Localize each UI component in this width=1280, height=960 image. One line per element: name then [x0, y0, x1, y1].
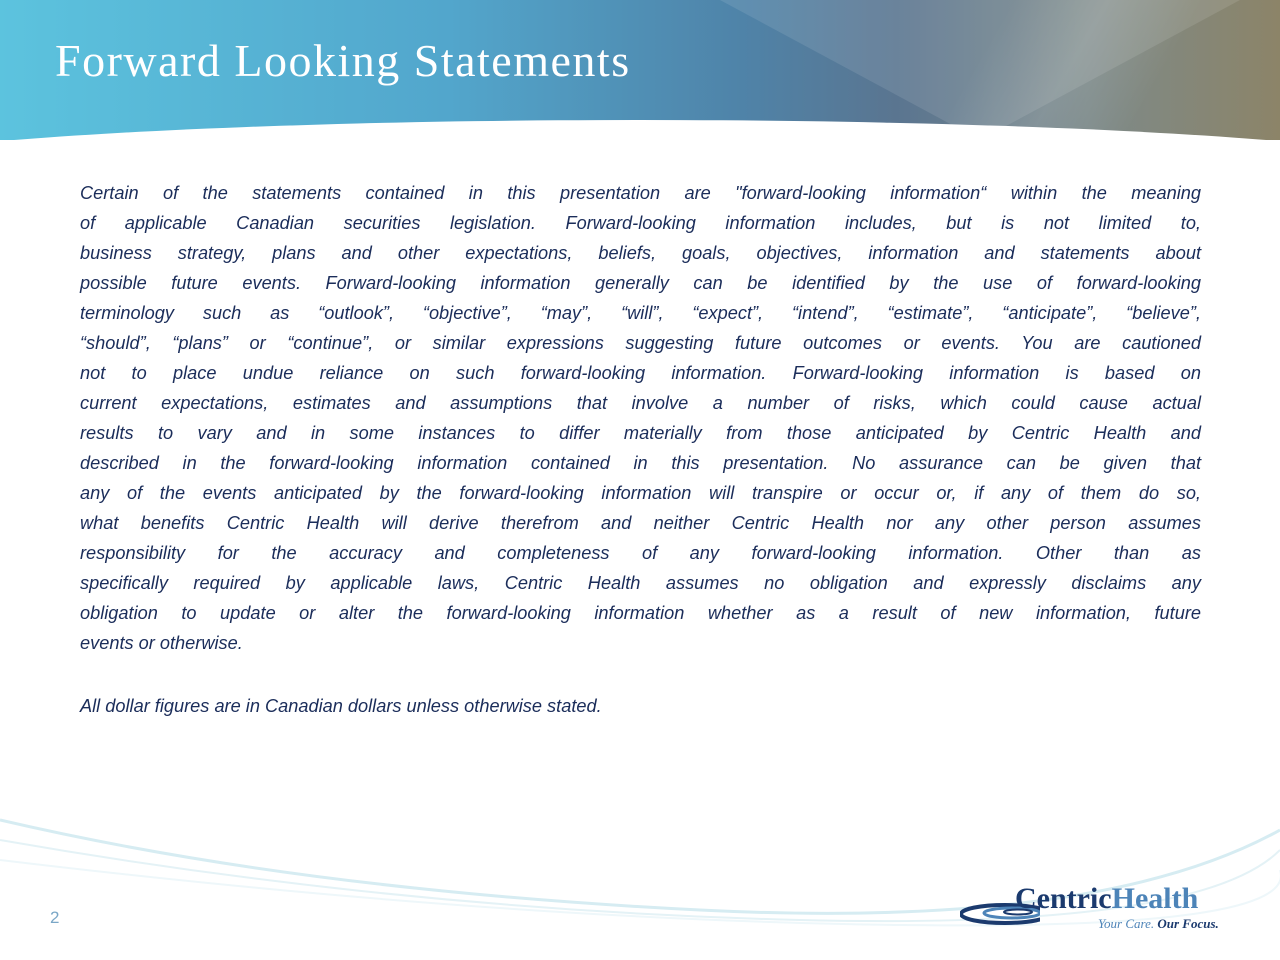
banner-facet [820, 0, 1220, 140]
statement-paragraph [80, 178, 1201, 658]
text-line: results to vary and in some instances to differ materially from those anticipated by Centric Health and [80, 423, 1201, 443]
text-line: possible future events. Forward-looking information generally can be identified by the use of forward-looking [80, 273, 1201, 293]
text-line: what benefits Centric Health will derive therefrom and neither Centric Health nor any other person assumes [80, 513, 1201, 533]
text-line: specifically required by applicable laws, Centric Health assumes no obligation and expressly disclaims any [80, 573, 1201, 593]
text-line: any of the events anticipated by the forward-looking information will transpire or occur or, if any of them do so, [80, 483, 1201, 503]
text-line: described in the forward-looking information contained in this presentation. No assurance can be given that [80, 453, 1201, 473]
statement-body [80, 178, 1201, 721]
currency-note: All dollar figures are in Canadian dollars unless otherwise stated. [80, 696, 602, 716]
text-line: not to place undue reliance on such forward-looking information. Forward-looking information is based on [80, 363, 1201, 383]
text-line: obligation to update or alter the forward-looking information whether as a result of new information, future [80, 603, 1201, 623]
logo-tagline: Your Care. Our Focus. [1098, 916, 1219, 931]
text-line: Certain of the statements contained in this presentation are "forward-looking information“ within the meaning [80, 183, 1201, 203]
page-number: 2 [50, 908, 60, 927]
title-banner [0, 0, 1280, 140]
text-line: events or otherwise. [80, 633, 243, 653]
slide-title: Forward Looking Statements [55, 35, 631, 86]
logo-wordmark: CentricHealth [1015, 882, 1199, 915]
text-line: terminology such as “outlook”, “objective”, “may”, “will”, “expect”, “intend”, “estimate”, “anticipate”, “believe”, [80, 303, 1201, 323]
centric-health-logo [960, 880, 1250, 940]
text-line: “should”, “plans” or “continue”, or similar expressions suggesting future outcomes or events. You are cautioned [80, 333, 1201, 353]
text-line: business strategy, plans and other expectations, beliefs, goals, objectives, information and statements about [80, 243, 1201, 263]
text-line: of applicable Canadian securities legislation. Forward-looking information includes, but is not limited to, [80, 213, 1201, 233]
text-line: current expectations, estimates and assumptions that involve a number of risks, which could cause actual [80, 393, 1201, 413]
text-line: responsibility for the accuracy and completeness of any forward-looking information. Other than as [80, 543, 1201, 563]
